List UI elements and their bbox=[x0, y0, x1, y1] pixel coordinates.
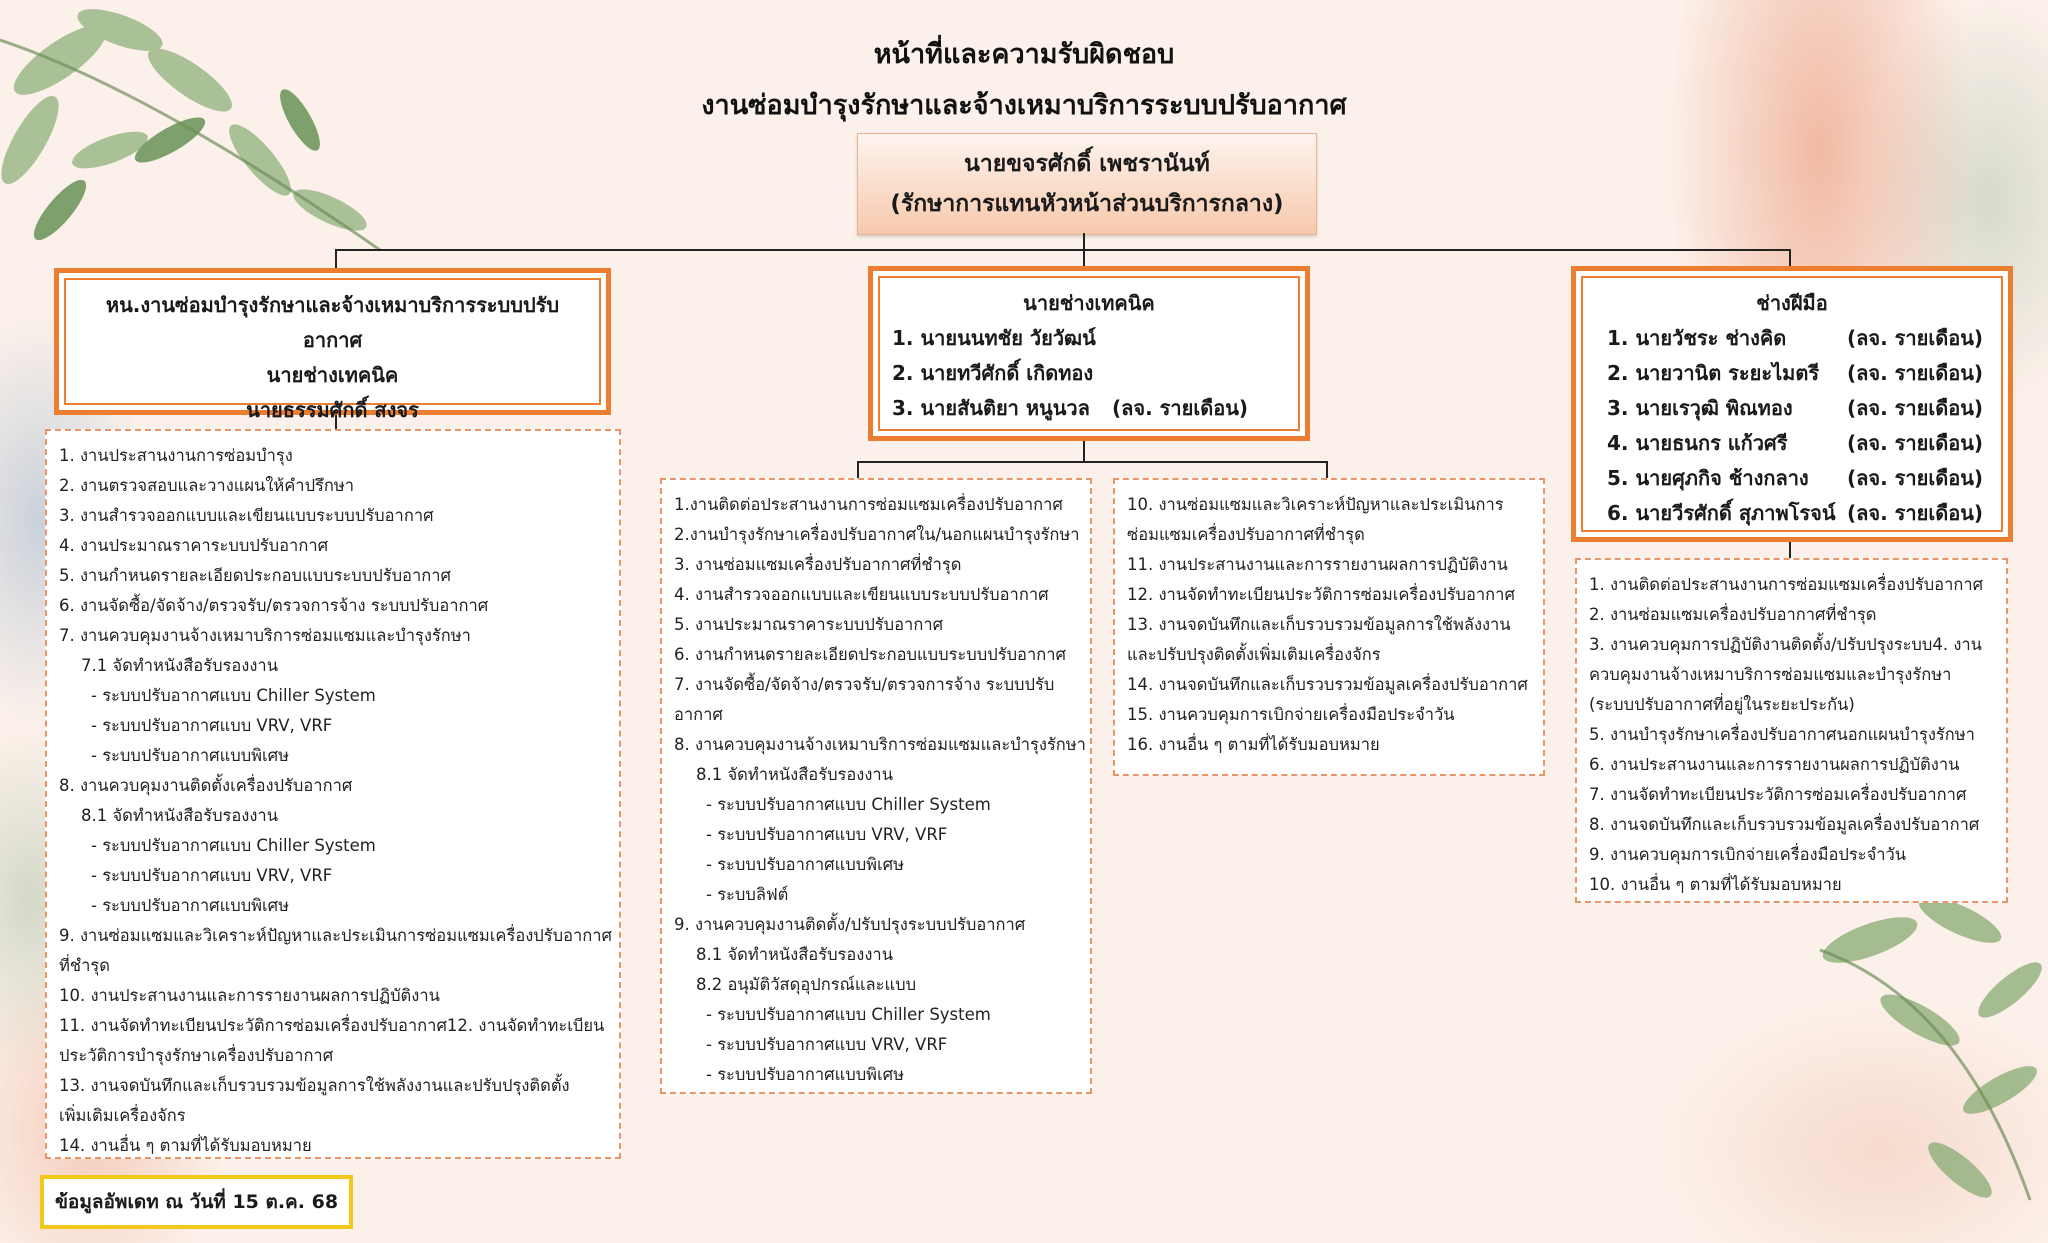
task-item: อากาศ bbox=[674, 705, 723, 724]
task-item: 4. งานประมาณราคาระบบปรับอากาศ bbox=[59, 536, 329, 555]
member-note: (ลจ. รายเดือน) bbox=[1847, 361, 1984, 385]
task-item: 2. งานซ่อมแซมเครื่องปรับอากาศที่ชำรุด bbox=[1589, 605, 1877, 624]
right-role-members bbox=[1595, 321, 1989, 531]
task-item: 11. งานจัดทำทะเบียนประวัติการซ่อมเครื่องปรับอากาศ12. งานจัดทำทะเบียน bbox=[59, 1016, 605, 1035]
update-note-text: ข้อมูลอัพเดท ณ วันที่ 15 ต.ค. 68 bbox=[54, 1191, 339, 1213]
member-note: (ลจ. รายเดือน) bbox=[1847, 466, 1984, 490]
task-item: - ระบบปรับอากาศแบบ VRV, VRF bbox=[706, 1035, 948, 1054]
left-role-name: นายธรรมศักดิ์ สงจร bbox=[246, 398, 419, 422]
task-item: 6. งานกำหนดรายละเอียดประกอบแบบระบบปรับอากาศ bbox=[674, 645, 1066, 664]
left-role-title: หน.งานซ่อมบำรุงรักษาและจ้างเหมาบริการระบบปรับอากาศ bbox=[105, 293, 560, 352]
task-item: 10. งานอื่น ๆ ตามที่ได้รับมอบหมาย bbox=[1589, 875, 1842, 894]
task-item: 13. งานจดบันทึกและเก็บรวบรวมข้อมูลการใช้พลังงาน bbox=[1127, 615, 1511, 634]
right-role-title: ช่างฝีมือ bbox=[1756, 291, 1828, 315]
member-name: 3. นายเรวุฒิ พิณทอง bbox=[1607, 396, 1793, 420]
member-note: (ลจ. รายเดือน) bbox=[1847, 431, 1984, 455]
member-row bbox=[1595, 496, 1989, 531]
connector-mid-role-down bbox=[1083, 440, 1085, 462]
member-name: 5. นายศุภกิจ ช้างกลาง bbox=[1607, 466, 1809, 490]
mid-role-members bbox=[892, 321, 1286, 426]
task-item: 1.งานติดต่อประสานงานการซ่อมแซมเครื่องปรับอากาศ bbox=[674, 495, 1063, 514]
task-item: 5. งานกำหนดรายละเอียดประกอบแบบระบบปรับอากาศ bbox=[59, 566, 451, 585]
task-item: 7.1 จัดทำหนังสือรับรองงาน bbox=[81, 656, 278, 675]
member-note: (ลจ. รายเดือน) bbox=[1847, 326, 1984, 350]
task-item: 10. งานซ่อมแซมและวิเคราะห์ปัญหาและประเมินการ bbox=[1127, 495, 1504, 514]
task-item: 1. งานประสานงานการซ่อมบำรุง bbox=[59, 446, 293, 465]
mid-role-box bbox=[868, 266, 1310, 441]
task-item: 1. งานติดต่อประสานงานการซ่อมแซมเครื่องปรับอากาศ bbox=[1589, 575, 1984, 594]
head-box bbox=[857, 133, 1317, 235]
task-item: - ระบบปรับอากาศแบบ VRV, VRF bbox=[706, 825, 948, 844]
member-name: 1. นายนนทชัย วัยวัฒน์ bbox=[892, 326, 1096, 350]
task-item: 2. งานตรวจสอบและวางแผนให้คำปรึกษา bbox=[59, 476, 355, 495]
task-item: 9. งานควบคุมการเบิกจ่ายเครื่องมือประจำวัน bbox=[1589, 845, 1907, 864]
task-item: ประวัติการบำรุงรักษาเครื่องปรับอากาศ bbox=[59, 1046, 334, 1065]
task-item: 8. งานควบคุมงานติดตั้งเครื่องปรับอากาศ bbox=[59, 776, 353, 795]
head-position: (รักษาการแทนหัวหน้าส่วนบริการกลาง) bbox=[890, 191, 1284, 217]
task-item: 2.งานบำรุงรักษาเครื่องปรับอากาศใน/นอกแผนบำรุงรักษา bbox=[674, 525, 1080, 544]
task-item: - ระบบปรับอากาศแบบ Chiller System bbox=[91, 836, 376, 855]
task-item: 8. งานจดบันทึกและเก็บรวบรวมข้อมูลเครื่องปรับอากาศ bbox=[1589, 815, 1980, 834]
task-item: - ระบบปรับอากาศแบบ Chiller System bbox=[706, 1005, 991, 1024]
task-item: 3. งานซ่อมแซมเครื่องปรับอากาศที่ชำรุด bbox=[674, 555, 962, 574]
task-item: 16. งานอื่น ๆ ตามที่ได้รับมอบหมาย bbox=[1127, 735, 1380, 754]
connector-mid-right-drop bbox=[1326, 461, 1328, 479]
task-item: 8.1 จัดทำหนังสือรับรองงาน bbox=[696, 765, 893, 784]
member-row bbox=[1595, 426, 1989, 461]
member-name: 4. นายธนกร แก้วศรี bbox=[1607, 431, 1788, 455]
member-row bbox=[1595, 461, 1989, 496]
member-name: 3. นายสันติยา หนูนวล bbox=[892, 396, 1090, 420]
right-role-box bbox=[1571, 266, 2013, 542]
mid-right-task-list bbox=[1113, 478, 1545, 776]
member-note: (ลจ. รายเดือน) bbox=[1112, 396, 1249, 420]
task-item: 8.1 จัดทำหนังสือรับรองงาน bbox=[696, 945, 893, 964]
task-item: ที่ชำรุด bbox=[59, 956, 110, 975]
task-item: 12. งานจัดทำทะเบียนประวัติการซ่อมเครื่องปรับอากาศ bbox=[1127, 585, 1515, 604]
task-item: 14. งานจดบันทึกและเก็บรวบรวมข้อมูลเครื่องปรับอากาศ bbox=[1127, 675, 1528, 694]
task-item: 3. งานสำรวจออกแบบและเขียนแบบระบบปรับอากาศ bbox=[59, 506, 434, 525]
task-item: - ระบบปรับอากาศแบบ VRV, VRF bbox=[91, 866, 333, 885]
task-item: 6. งานประสานงานและการรายงานผลการปฏิบัติงาน bbox=[1589, 755, 1960, 774]
task-item: - ระบบปรับอากาศแบบ Chiller System bbox=[91, 686, 376, 705]
task-item: ซ่อมแซมเครื่องปรับอากาศที่ชำรุด bbox=[1127, 525, 1365, 544]
task-item: 8.1 จัดทำหนังสือรับรองงาน bbox=[81, 806, 278, 825]
member-row bbox=[892, 321, 1286, 356]
connector-mid-left-drop bbox=[857, 461, 859, 479]
member-note: (ลจ. รายเดือน) bbox=[1847, 396, 1984, 420]
task-item: ควบคุมงานจ้างเหมาบริการซ่อมแซมและบำรุงรักษา bbox=[1589, 665, 1952, 684]
right-task-list bbox=[1575, 558, 2008, 903]
member-row bbox=[1595, 321, 1989, 356]
task-item: และปรับปรุงติดตั้งเพิ่มเติมเครื่องจักร bbox=[1127, 645, 1381, 664]
task-item: - ระบบปรับอากาศแบบพิเศษ bbox=[91, 746, 290, 765]
connector-top-horizontal bbox=[335, 249, 1790, 251]
member-name: 2. นายวานิต ระยะไมตรี bbox=[1607, 361, 1820, 385]
page-title: หน้าที่และความรับผิดชอบ bbox=[873, 39, 1175, 70]
task-item: (ระบบปรับอากาศที่อยู่ในระยะประกัน) bbox=[1589, 695, 1855, 714]
task-item: 11. งานประสานงานและการรายงานผลการปฏิบัติงาน bbox=[1127, 555, 1508, 574]
task-item: 9. งานซ่อมแซมและวิเคราะห์ปัญหาและประเมินการซ่อมแซมเครื่องปรับอากาศ bbox=[59, 926, 613, 945]
left-task-list bbox=[45, 429, 621, 1159]
member-name: 2. นายทวีศักดิ์ เกิดทอง bbox=[892, 361, 1094, 385]
left-role-box bbox=[54, 268, 611, 422]
task-item: 4. งานสำรวจออกแบบและเขียนแบบระบบปรับอากาศ bbox=[674, 585, 1049, 604]
task-item: 9. งานควบคุมงานติดตั้ง/ปรับปรุงระบบปรับอากาศ bbox=[674, 915, 1026, 934]
member-row bbox=[1595, 391, 1989, 426]
member-note: (ลจ. รายเดือน) bbox=[1847, 501, 1984, 525]
task-item: เพิ่มเติมเครื่องจักร bbox=[59, 1106, 186, 1125]
connector-right-role-down bbox=[1789, 541, 1791, 559]
task-item: 13. งานจดบันทึกและเก็บรวบรวมข้อมูลการใช้พลังงานและปรับปรุงติดตั้ง bbox=[59, 1076, 570, 1095]
member-name: 1. นายวัชระ ช่างคิด bbox=[1607, 326, 1787, 350]
task-item: - ระบบปรับอากาศแบบพิเศษ bbox=[91, 896, 290, 915]
member-row bbox=[892, 356, 1286, 391]
task-item: - ระบบปรับอากาศแบบพิเศษ bbox=[706, 1065, 905, 1084]
task-item: 3. งานควบคุมการปฏิบัติงานติดตั้ง/ปรับปรุงระบบ4. งาน bbox=[1589, 635, 1982, 654]
task-item: 8. งานควบคุมงานจ้างเหมาบริการซ่อมแซมและบำรุงรักษา bbox=[674, 735, 1086, 754]
member-name: 6. นายวีรศักดิ์ สุภาพโรจน์ bbox=[1607, 501, 1836, 525]
leaf-decoration-bottom-right bbox=[1800, 880, 2048, 1210]
task-item: 10. งานประสานงานและการรายงานผลการปฏิบัติงาน bbox=[59, 986, 440, 1005]
task-item: 7. งานควบคุมงานจ้างเหมาบริการซ่อมแซมและบำรุงรักษา bbox=[59, 626, 471, 645]
task-item: - ระบบปรับอากาศแบบ VRV, VRF bbox=[91, 716, 333, 735]
task-item: 15. งานควบคุมการเบิกจ่ายเครื่องมือประจำวัน bbox=[1127, 705, 1455, 724]
task-item: 14. งานอื่น ๆ ตามที่ได้รับมอบหมาย bbox=[59, 1136, 312, 1155]
connector-left-drop bbox=[335, 249, 337, 269]
head-name: นายขจรศักดิ์ เพชรานันท์ bbox=[964, 151, 1210, 177]
task-item: 7. งานจัดทำทะเบียนประวัติการซ่อมเครื่องปรับอากาศ bbox=[1589, 785, 1967, 804]
task-item: 8.2 อนุมัติวัสดุอุปกรณ์และแบบ bbox=[696, 975, 917, 994]
task-item: 7. งานจัดซื้อ/จัดจ้าง/ตรวจรับ/ตรวจการจ้าง ระบบปรับ bbox=[674, 675, 1055, 694]
task-item: - ระบบลิฟต์ bbox=[706, 885, 789, 904]
member-row bbox=[1595, 356, 1989, 391]
task-item: - ระบบปรับอากาศแบบพิเศษ bbox=[706, 855, 905, 874]
mid-left-task-list bbox=[660, 478, 1092, 1094]
page-subtitle: งานซ่อมบำรุงรักษาและจ้างเหมาบริการระบบปรับอากาศ bbox=[701, 90, 1347, 121]
member-row bbox=[892, 391, 1286, 426]
mid-role-title: นายช่างเทคนิค bbox=[1023, 291, 1155, 315]
task-item: 5. งานประมาณราคาระบบปรับอากาศ bbox=[674, 615, 944, 634]
update-note-box bbox=[40, 1175, 353, 1229]
task-item: - ระบบปรับอากาศแบบ Chiller System bbox=[706, 795, 991, 814]
left-role-position: นายช่างเทคนิค bbox=[266, 363, 399, 387]
task-item: 5. งานบำรุงรักษาเครื่องปรับอากาศนอกแผนบำรุงรักษา bbox=[1589, 725, 1975, 744]
task-item: 6. งานจัดซื้อ/จัดจ้าง/ตรวจรับ/ตรวจการจ้าง ระบบปรับอากาศ bbox=[59, 596, 489, 615]
connector-mid-split bbox=[857, 461, 1327, 463]
